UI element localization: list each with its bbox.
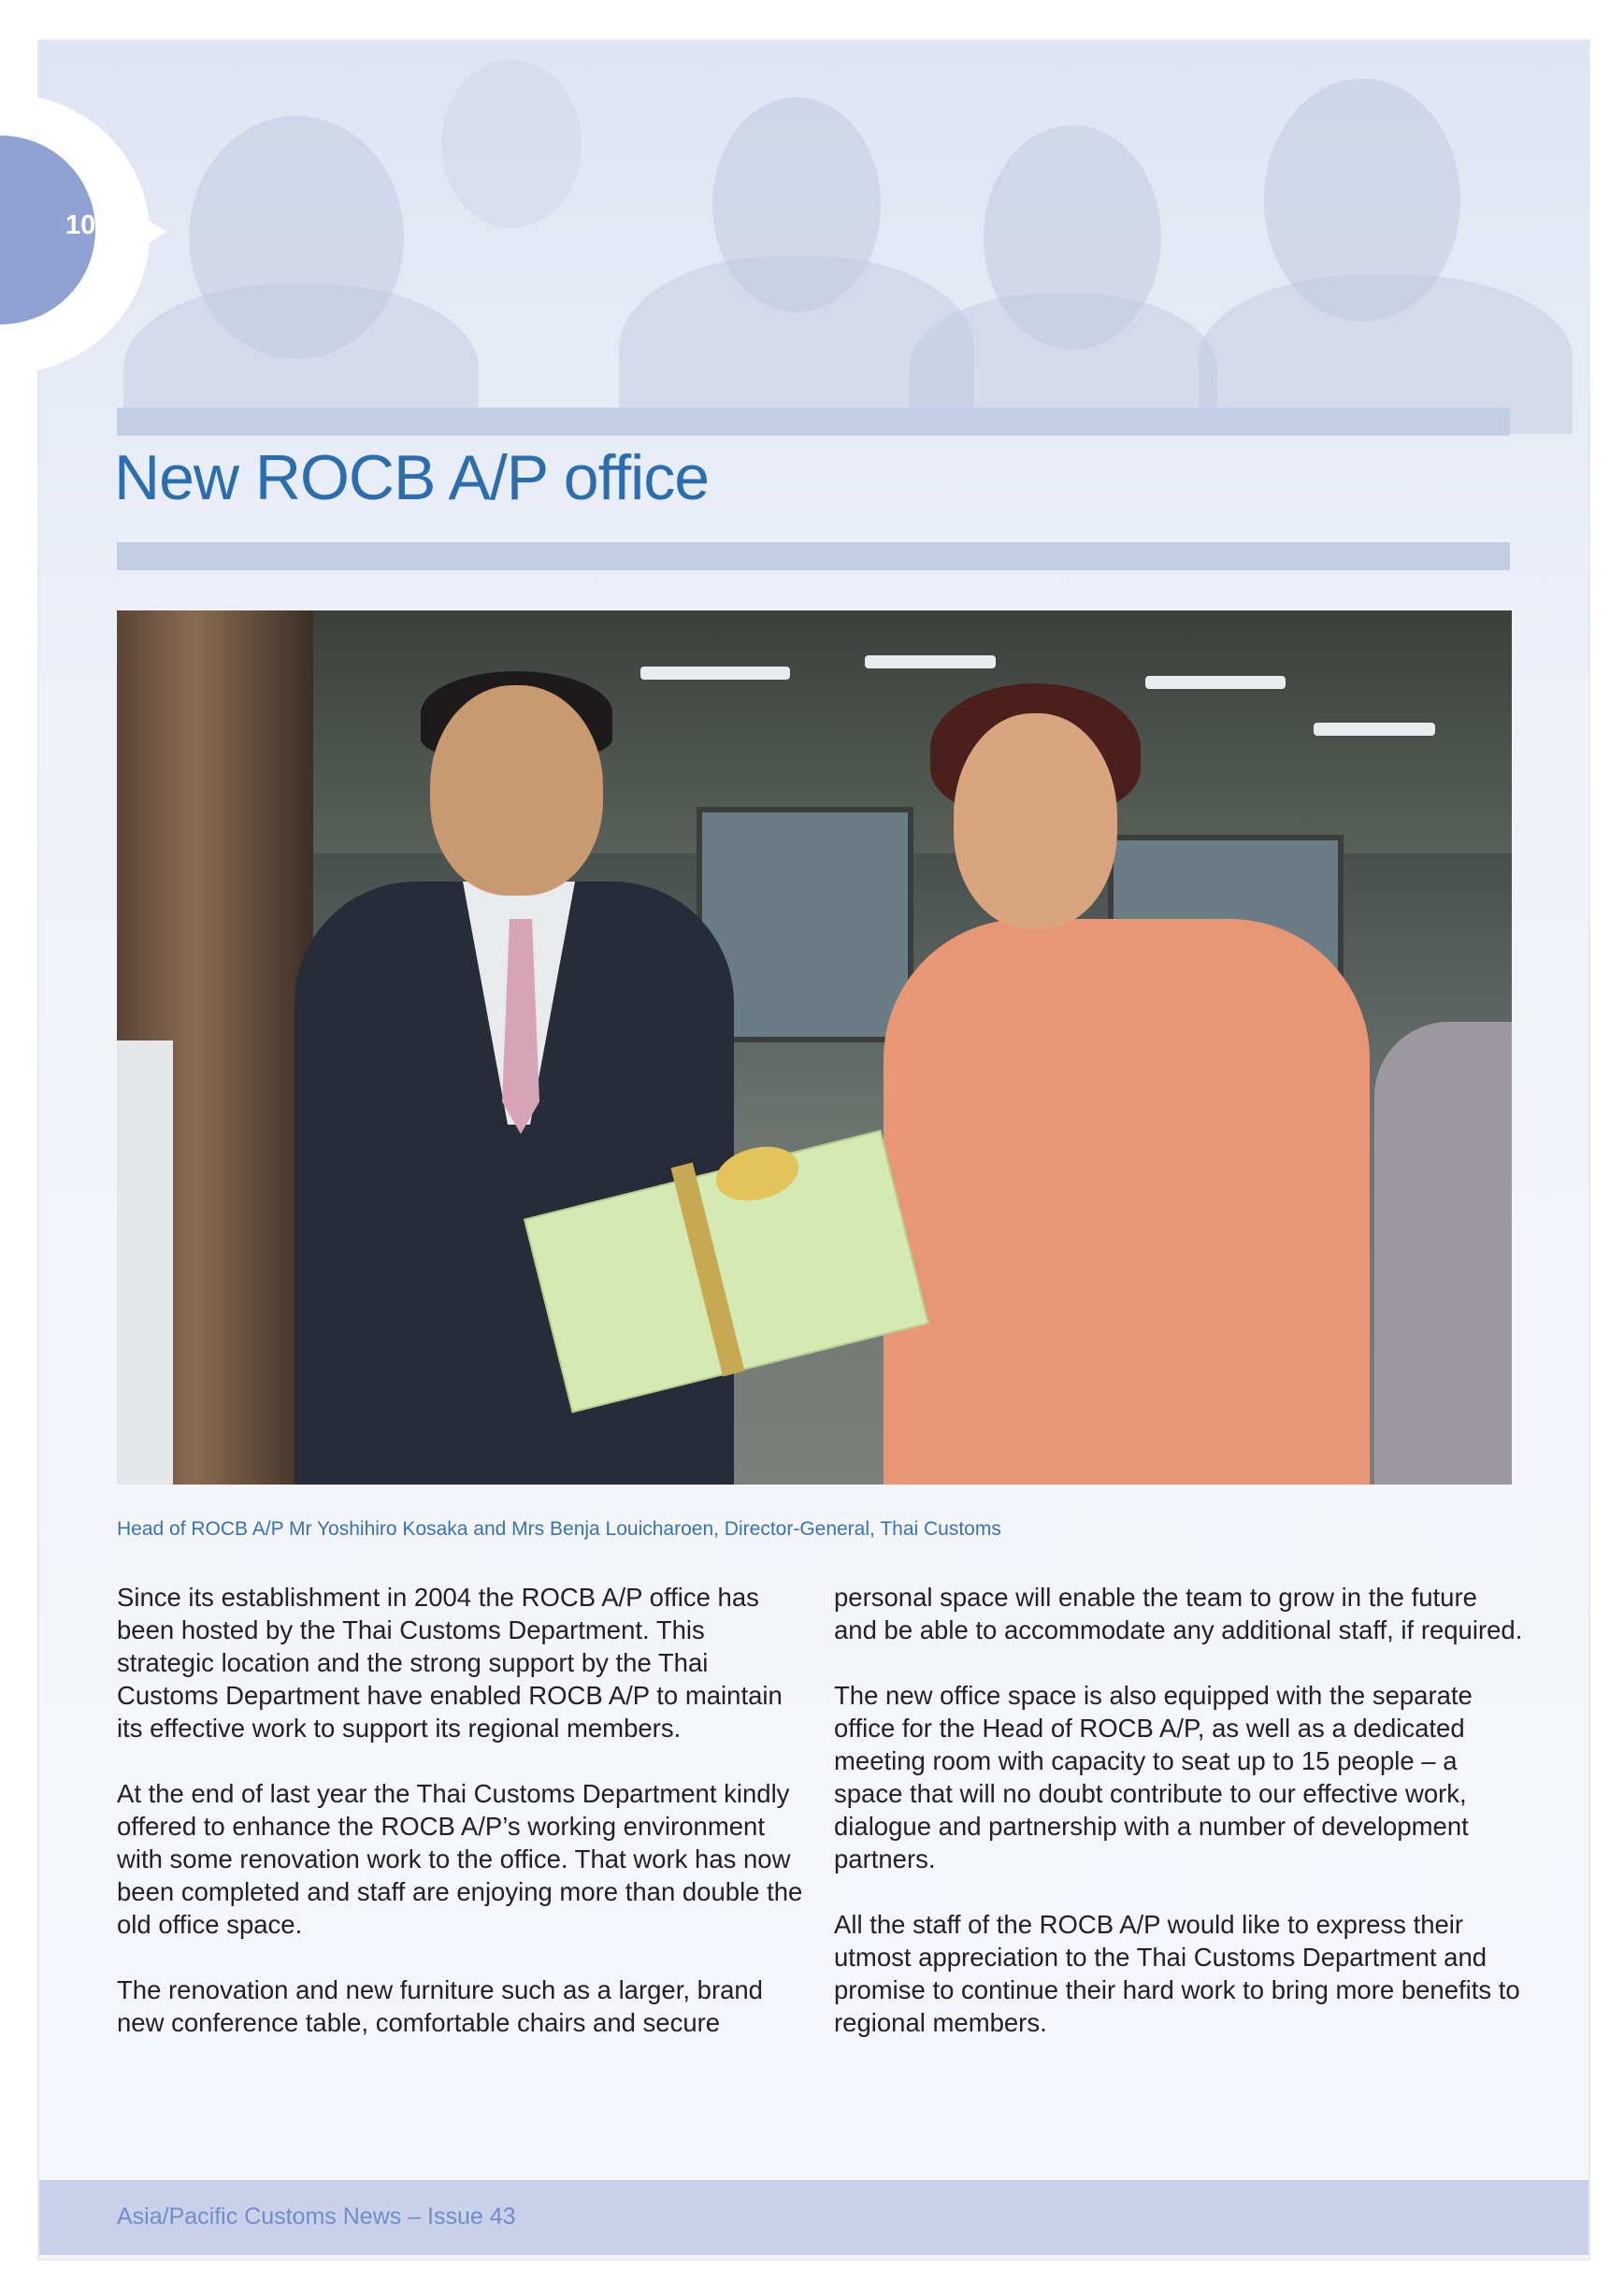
page-number: 10 — [65, 210, 96, 240]
body-paragraph: At the end of last year the Thai Customs Department kindly offered to enhance the ROCB A/P’s working environment with some renovation work to the office. That work has now been completed and staff are enjoying more than double the old office space. — [117, 1779, 803, 1939]
footer-band — [39, 2180, 1588, 2255]
article-photo — [117, 610, 1512, 1485]
header-photo-collage — [39, 41, 1588, 434]
article-title: New ROCB A/P office — [114, 442, 710, 513]
right-column — [834, 1581, 1526, 2072]
body-paragraph: The new office space is also equipped with the separate office for the Head of ROCB A/P, as well as a dedicated meeting room with capacity to seat up to 15 people – a space that will no doubt contribute to our effective work, dialogue and partnership with a number of development partners. — [834, 1681, 1473, 1873]
footer-publication: Asia/Pacific Customs News – Issue 43 — [117, 2203, 516, 2230]
body-paragraph: Since its establishment in 2004 the ROCB A/P office has been hosted by the Thai Customs Department. This strategic location and the strong support by the Thai Customs Department have enabled ROCB A/P to maintain its effective work to support its regional members. — [117, 1583, 783, 1743]
photo-caption: Head of ROCB A/P Mr Yoshihiro Kosaka and Mrs Benja Louicharoen, Director-General, Thai Customs — [117, 1518, 1001, 1540]
body-paragraph: personal space will enable the team to grow in the future and be able to accommodate any additional staff, if required. — [834, 1583, 1523, 1644]
title-bottom-bar — [117, 542, 1510, 570]
body-paragraph: The renovation and new furniture such as a larger, brand new conference table, comfortable chairs and secure — [117, 1975, 763, 2037]
title-top-bar — [117, 408, 1510, 436]
left-column — [117, 1581, 809, 2072]
body-paragraph: All the staff of the ROCB A/P would like to express their utmost appreciation to the Thai Customs Department and promise to continue their hard work to bring more benefits to regional members. — [834, 1910, 1520, 2037]
